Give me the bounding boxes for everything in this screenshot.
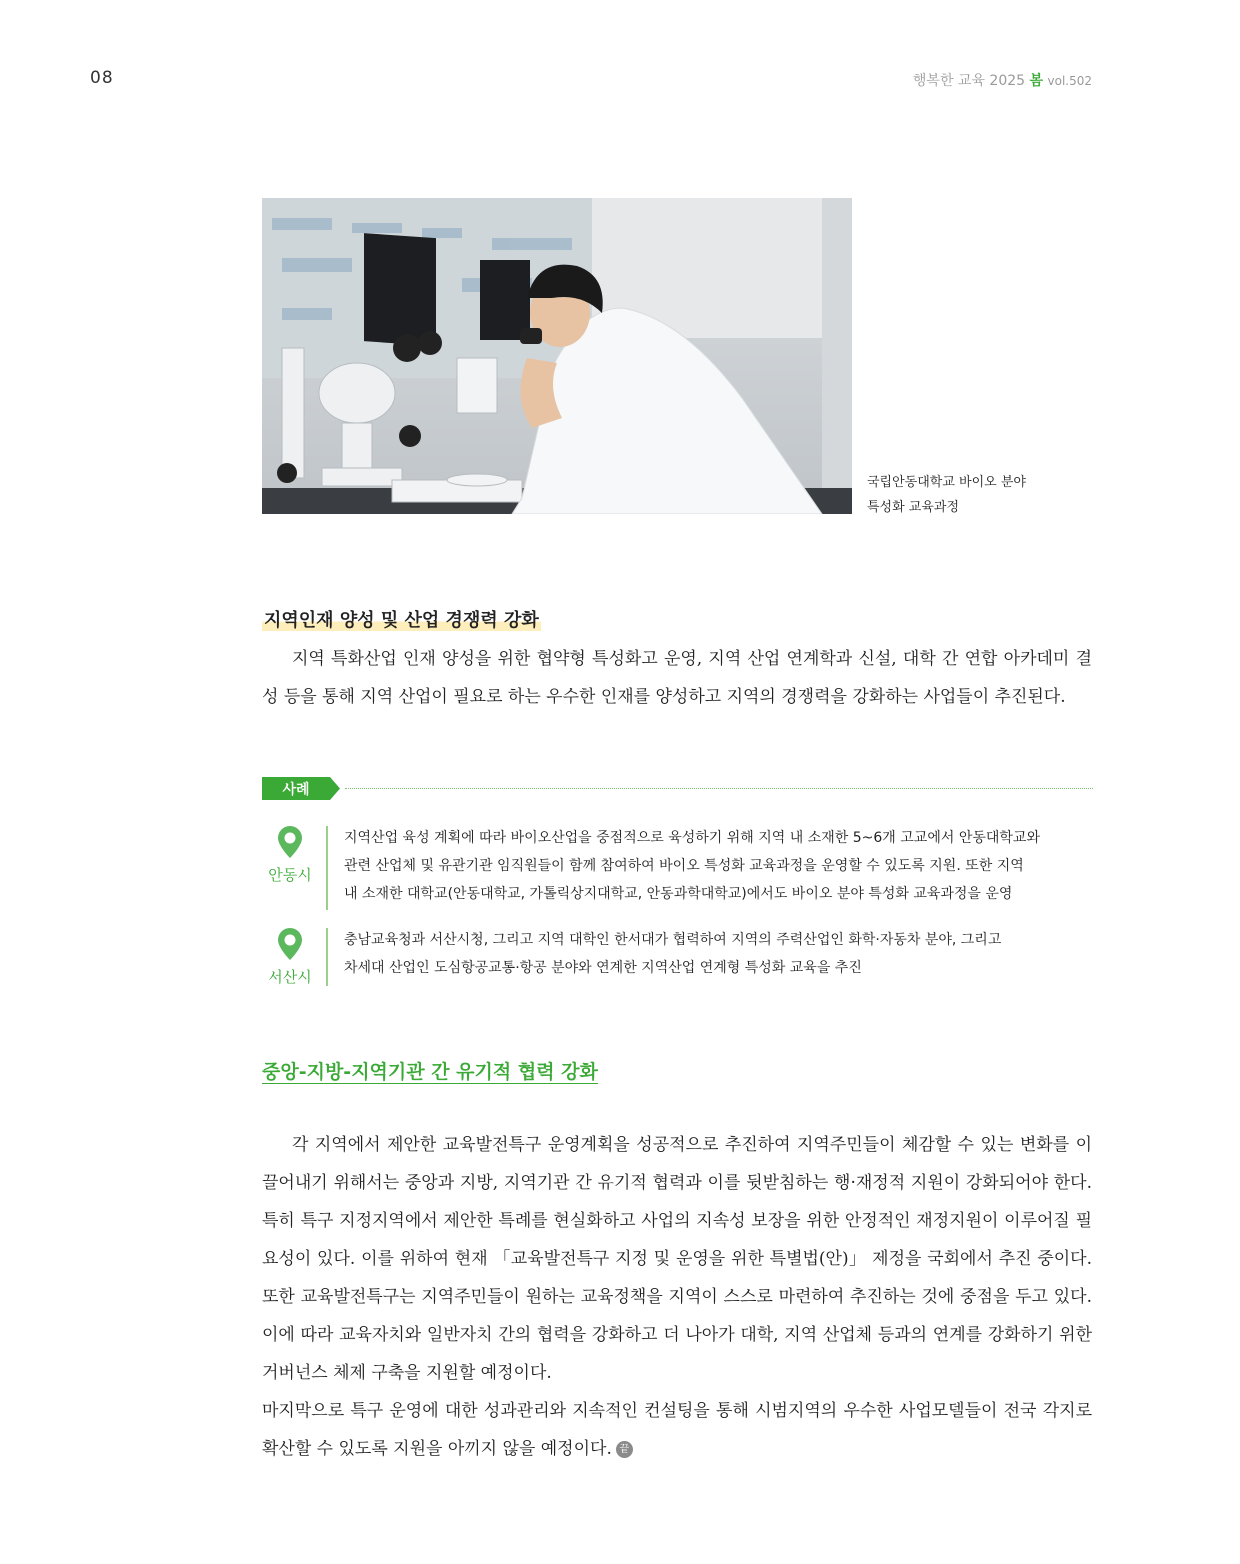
case-line: 지역산업 육성 계획에 따라 바이오산업을 중점적으로 육성하기 위해 지역 내 소재한 5~6개 고교에서 안동대학교와 bbox=[344, 830, 1040, 846]
case-line: 관련 산업체 및 유관기관 임직원들이 함께 참여하여 바이오 특성화 교육과정을 운영할 수 있도록 지원. 또한 지역 bbox=[344, 858, 1024, 874]
case-item-seosan bbox=[262, 928, 1092, 988]
volume-label: vol.502 bbox=[1047, 74, 1092, 88]
body-paragraph bbox=[262, 1392, 1092, 1468]
case-line: 충남교육청과 서산시청, 그리고 지역 대학인 한서대가 협력하여 지역의 주력산업인 화학·자동차 분야, 그리고 bbox=[344, 932, 1002, 948]
running-header bbox=[913, 70, 1092, 90]
section-body: 지역 특화산업 인재 양성을 위한 협약형 특성화고 운영, 지역 산업 연계학과 신설, 대학 간 연합 아카데미 결성 등을 통해 지역 산업이 필요로 하는 우수한 인재를 양성하고 지역의 경쟁력을 강화하는 사업들이 추진된다. bbox=[262, 649, 1092, 707]
section-heading: 중앙-지방-지역기관 간 유기적 협력 강화 bbox=[262, 1061, 598, 1083]
magazine-title: 행복한 교육 2025 bbox=[912, 73, 1026, 89]
case-divider bbox=[326, 826, 328, 910]
dotted-divider bbox=[345, 788, 1093, 789]
caption-line: 특성화 교육과정 bbox=[867, 500, 960, 515]
page-number: 08 bbox=[90, 68, 114, 88]
caption-line: 국립안동대학교 바이오 분야 bbox=[867, 475, 1026, 490]
location-name: 안동시 bbox=[268, 866, 312, 884]
photo-caption bbox=[867, 470, 1026, 520]
lab-photo bbox=[262, 198, 852, 514]
section-heading-text: 지역인재 양성 및 산업 경쟁력 강화 bbox=[264, 610, 539, 631]
map-pin-icon bbox=[278, 826, 302, 858]
end-mark-icon: 끝 bbox=[616, 1441, 633, 1458]
map-pin-icon bbox=[278, 928, 302, 960]
case-label-text: 사례 bbox=[282, 782, 310, 798]
case-item-andong bbox=[262, 826, 1092, 912]
section-heading bbox=[262, 606, 541, 632]
case-location bbox=[262, 928, 318, 987]
body-paragraph: 각 지역에서 제안한 교육발전특구 운영계획을 성공적으로 추진하여 지역주민들이 체감할 수 있는 변화를 이끌어내기 위해서는 중앙과 지방, 지역기관 간 유기적 협력과 이를 뒷받침하는 행·재정적 지원이 강화되어야 한다. 특히 특구 지정지역에서 제안한 특례를 현실화하고 사업의 지속성 보장을 위한 안정적인 재정지원이 이루어질 필요성이 있다. 이를 위하여 현재 「교육발전특구 지정 및 운영을 위한 특별법(안)」 제정을 국회에서 추진 중이다. 또한 교육발전특구는 지역주민들이 원하는 교육정책을 지역이 스스로 마련하여 추진하는 것에 중점을 두고 있다. 이에 따라 교육자치와 일반자치 간의 협력을 강화하고 더 나아가 대학, 지역 산업체 등과의 연계를 강화하기 위한 거버넌스 체제 구축을 지원할 예정이다. bbox=[262, 1135, 1092, 1383]
case-divider bbox=[326, 928, 328, 986]
case-line: 차세대 산업인 도심항공교통·항공 분야와 연계한 지역산업 연계형 특성화 교육을 추진 bbox=[344, 960, 862, 976]
case-label bbox=[262, 777, 340, 800]
location-name: 서산시 bbox=[268, 968, 312, 986]
case-description bbox=[344, 824, 1092, 908]
case-line: 내 소재한 대학교(안동대학교, 가톨릭상지대학교, 안동과학대학교)에서도 바이오 분야 특성화 교육과정을 운영 bbox=[344, 886, 1013, 902]
case-description bbox=[344, 926, 1092, 982]
body-paragraph-text: 마지막으로 특구 운영에 대한 성과관리와 지속적인 컨설팅을 통해 시범지역의 우수한 사업모델들이 전국 각지로 확산할 수 있도록 지원을 아끼지 않을 예정이다. bbox=[262, 1401, 1092, 1459]
season-label: 봄 bbox=[1029, 73, 1044, 89]
case-location bbox=[262, 826, 318, 885]
section-body bbox=[262, 1126, 1092, 1468]
